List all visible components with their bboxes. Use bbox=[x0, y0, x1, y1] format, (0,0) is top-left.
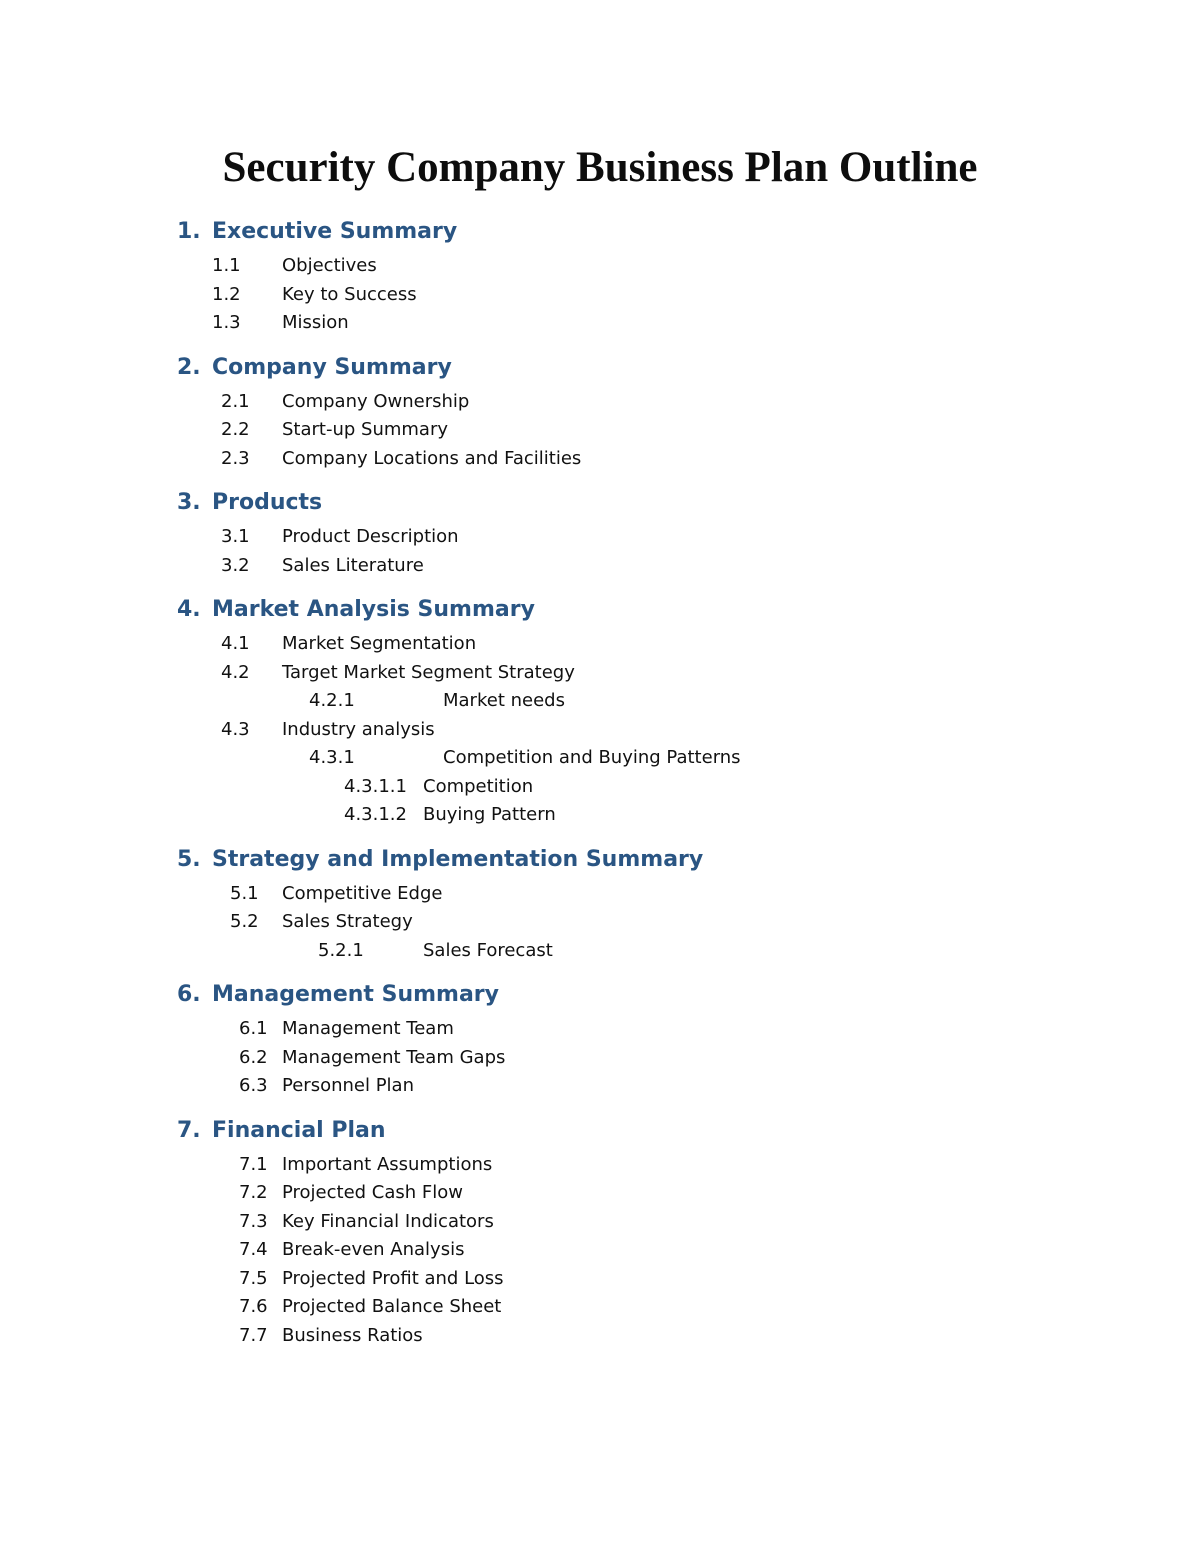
item-text: Management Team Gaps bbox=[282, 1046, 506, 1068]
item-text: Competition and Buying Patterns bbox=[443, 747, 741, 768]
document-title: Security Company Business Plan Outline bbox=[222, 144, 978, 191]
item-text: Sales Forecast bbox=[423, 939, 553, 961]
item-text: Company Locations and Facilities bbox=[282, 447, 582, 469]
item-number: 4.3.1 bbox=[309, 747, 355, 768]
outline-item bbox=[0, 937, 1200, 966]
item-text: Competitive Edge bbox=[282, 882, 443, 904]
outline-item bbox=[0, 630, 1200, 659]
outline-item bbox=[0, 1151, 1200, 1180]
section-heading bbox=[0, 590, 1200, 630]
item-text: Industry analysis bbox=[282, 718, 435, 740]
item-text: Market Segmentation bbox=[282, 633, 477, 654]
item-number: 6.3 bbox=[239, 1075, 268, 1096]
item-text: Mission bbox=[282, 312, 349, 333]
item-text: Objectives bbox=[282, 255, 377, 276]
item-number: 7.3 bbox=[239, 1210, 268, 1232]
section-title: Financial Plan bbox=[212, 1117, 386, 1143]
section-number: 5. bbox=[177, 846, 201, 872]
outline-item bbox=[0, 880, 1200, 909]
item-number: 4.2.1 bbox=[309, 690, 355, 711]
section-title: Products bbox=[212, 490, 323, 515]
section-title: Market Analysis Summary bbox=[212, 597, 535, 622]
outline-section bbox=[0, 1111, 1200, 1351]
item-text: Management Team bbox=[282, 1018, 454, 1039]
item-text: Company Ownership bbox=[282, 390, 470, 412]
item-text: Competition bbox=[423, 775, 534, 797]
item-text: Product Description bbox=[282, 526, 459, 547]
item-text: Projected Cash Flow bbox=[282, 1182, 464, 1203]
item-number: 2.3 bbox=[221, 447, 250, 469]
item-number: 7.6 bbox=[239, 1296, 268, 1317]
outline-list bbox=[0, 212, 1200, 1360]
item-number: 4.1 bbox=[221, 633, 250, 654]
outline-section bbox=[0, 483, 1200, 580]
item-text: Target Market Segment Strategy bbox=[282, 661, 575, 683]
outline-item bbox=[0, 1044, 1200, 1073]
section-heading bbox=[0, 483, 1200, 523]
section-heading bbox=[0, 840, 1200, 880]
section-number: 2. bbox=[177, 354, 201, 380]
outline-item bbox=[0, 773, 1200, 802]
section-title: Management Summary bbox=[212, 982, 499, 1007]
item-text: Projected Balance Sheet bbox=[282, 1296, 502, 1317]
item-number: 5.2 bbox=[230, 911, 259, 932]
section-heading bbox=[0, 1111, 1200, 1151]
outline-item bbox=[0, 416, 1200, 445]
outline-item bbox=[0, 309, 1200, 338]
section-number: 7. bbox=[177, 1117, 201, 1143]
item-text: Sales Strategy bbox=[282, 911, 413, 932]
outline-section bbox=[0, 975, 1200, 1101]
outline-item bbox=[0, 1072, 1200, 1101]
item-text: Break-even Analysis bbox=[282, 1239, 465, 1260]
item-text: Start-up Summary bbox=[282, 419, 449, 440]
outline-section bbox=[0, 348, 1200, 474]
item-number: 7.4 bbox=[239, 1239, 268, 1260]
section-number: 6. bbox=[177, 982, 201, 1007]
outline-item bbox=[0, 659, 1200, 688]
outline-item bbox=[0, 744, 1200, 773]
outline-item bbox=[0, 1236, 1200, 1265]
section-heading bbox=[0, 212, 1200, 252]
item-number: 7.1 bbox=[239, 1153, 268, 1175]
outline-section bbox=[0, 590, 1200, 830]
item-text: Sales Literature bbox=[282, 554, 424, 576]
outline-item bbox=[0, 252, 1200, 281]
section-title: Company Summary bbox=[212, 354, 452, 380]
outline-item bbox=[0, 687, 1200, 716]
item-number: 3.2 bbox=[221, 554, 250, 576]
section-title: Strategy and Implementation Summary bbox=[212, 846, 704, 872]
item-number: 4.3.1.1 bbox=[344, 775, 407, 797]
item-number: 7.2 bbox=[239, 1182, 268, 1203]
item-number: 7.7 bbox=[239, 1324, 268, 1346]
item-text: Important Assumptions bbox=[282, 1153, 493, 1175]
item-number: 5.2.1 bbox=[318, 939, 364, 961]
item-text: Key Financial Indicators bbox=[282, 1210, 494, 1232]
item-number: 6.2 bbox=[239, 1046, 268, 1068]
item-number: 2.2 bbox=[221, 419, 250, 440]
outline-item bbox=[0, 445, 1200, 474]
outline-item bbox=[0, 523, 1200, 552]
section-title: Executive Summary bbox=[212, 219, 458, 244]
outline-item bbox=[0, 1322, 1200, 1351]
section-number: 3. bbox=[177, 490, 201, 515]
item-number: 5.1 bbox=[230, 882, 259, 904]
item-text: Projected Profit and Loss bbox=[282, 1267, 504, 1289]
item-number: 1.3 bbox=[212, 312, 241, 333]
item-text: Personnel Plan bbox=[282, 1075, 414, 1096]
outline-item bbox=[0, 716, 1200, 745]
section-number: 4. bbox=[177, 597, 201, 622]
section-heading bbox=[0, 975, 1200, 1015]
item-number: 4.2 bbox=[221, 661, 250, 683]
section-heading bbox=[0, 348, 1200, 388]
item-number: 2.1 bbox=[221, 390, 250, 412]
outline-item bbox=[0, 388, 1200, 417]
item-number: 1.2 bbox=[212, 283, 241, 305]
item-text: Market needs bbox=[443, 690, 565, 711]
section-number: 1. bbox=[177, 219, 201, 244]
outline-item bbox=[0, 1265, 1200, 1294]
outline-item bbox=[0, 1293, 1200, 1322]
outline-section bbox=[0, 840, 1200, 966]
item-number: 4.3 bbox=[221, 718, 250, 740]
item-text: Buying Pattern bbox=[423, 804, 556, 825]
item-number: 3.1 bbox=[221, 526, 250, 547]
outline-item bbox=[0, 1208, 1200, 1237]
outline-item bbox=[0, 552, 1200, 581]
item-number: 7.5 bbox=[239, 1267, 268, 1289]
outline-item bbox=[0, 908, 1200, 937]
item-number: 1.1 bbox=[212, 255, 241, 276]
outline-item bbox=[0, 1179, 1200, 1208]
outline-item bbox=[0, 801, 1200, 830]
outline-item bbox=[0, 281, 1200, 310]
outline-item bbox=[0, 1015, 1200, 1044]
outline-section bbox=[0, 212, 1200, 338]
item-number: 6.1 bbox=[239, 1018, 268, 1039]
item-text: Key to Success bbox=[282, 283, 417, 305]
item-number: 4.3.1.2 bbox=[344, 804, 407, 825]
item-text: Business Ratios bbox=[282, 1324, 423, 1346]
